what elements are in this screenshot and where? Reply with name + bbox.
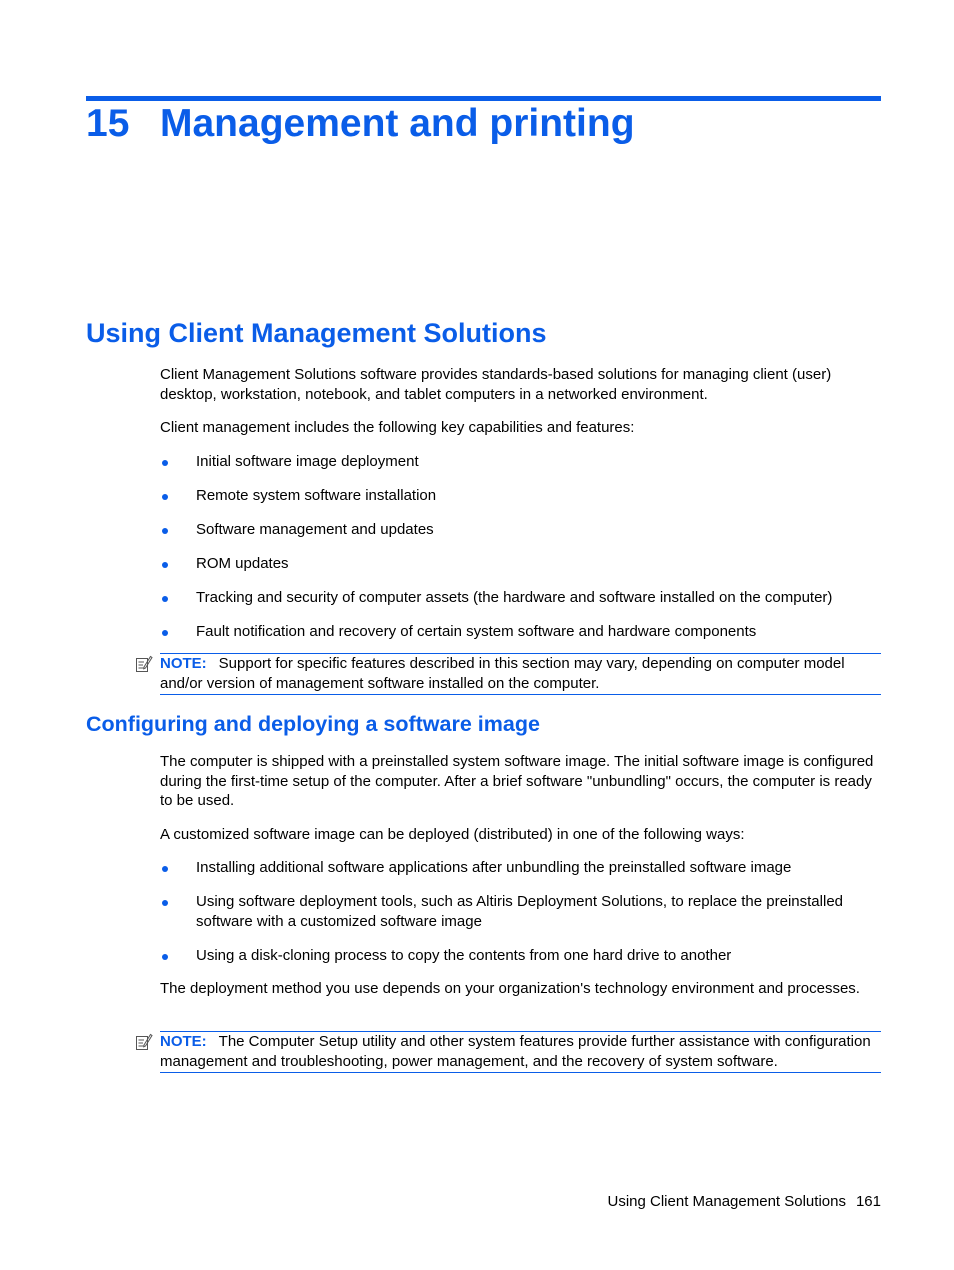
note-text: Support for specific features described in this section may vary, depending on computer model and/or version of management software installed on the computer. (160, 655, 845, 692)
bullet-icon (162, 460, 168, 466)
list-item: Installing additional software applications after unbundling the preinstalled software image (160, 858, 882, 878)
chapter-rule (86, 96, 881, 101)
list-item: Software management and updates (160, 520, 882, 540)
chapter-title: Management and printing (160, 102, 635, 145)
list-item: Initial software image deployment (160, 452, 882, 472)
page-number: 161 (855, 1193, 881, 1210)
subsection-closing-block (160, 979, 882, 999)
list-item: Tracking and security of computer assets (the hardware and software installed on the computer) (160, 588, 882, 608)
subsection-intro-block (160, 752, 882, 811)
subsection-note (160, 1031, 881, 1073)
subsection-title: Configuring and deploying a software image (86, 712, 540, 736)
section-lead: Client management includes the following key capabilities and features: (160, 419, 635, 436)
subsection-closing: The deployment method you use depends on your organization's technology environment and processes. (160, 980, 860, 997)
capabilities-list (160, 452, 882, 642)
footer-section: Using Client Management Solutions (607, 1193, 846, 1210)
subsection-lead-block (160, 825, 882, 845)
bullet-icon (162, 528, 168, 534)
note-icon (135, 1033, 153, 1051)
section-note (160, 653, 881, 695)
chapter-number: 15 (86, 102, 130, 145)
section-intro: Client Management Solutions software provides standards-based solutions for managing client (user) desktop, workstation, notebook, and tablet computers in a networked environment. (160, 366, 832, 403)
bullet-icon (162, 596, 168, 602)
subsection-lead: A customized software image can be deployed (distributed) in one of the following ways: (160, 826, 745, 843)
chapter-heading (86, 102, 635, 146)
bullet-icon (162, 954, 168, 960)
deployment-list (160, 858, 882, 965)
list-item: Using software deployment tools, such as Altiris Deployment Solutions, to replace the preinstalled software with a customized software image (160, 892, 882, 931)
section-lead-block (160, 418, 882, 438)
subsection-intro: The computer is shipped with a preinstalled system software image. The initial software image is configured during the first-time setup of the computer. After a brief software "unbundling" occurs, the computer is ready to be used. (160, 753, 874, 809)
bullet-icon (162, 866, 168, 872)
page-footer (608, 1193, 882, 1210)
section-title: Using Client Management Solutions (86, 318, 547, 348)
note-icon (135, 655, 153, 673)
bullet-icon (162, 630, 168, 636)
note-label: NOTE: (160, 655, 207, 672)
bullet-icon (162, 494, 168, 500)
list-item: Using a disk-cloning process to copy the contents from one hard drive to another (160, 946, 882, 966)
section-intro-block (160, 365, 882, 404)
note-text: The Computer Setup utility and other system features provide further assistance with configuration management and troubleshooting, power management, and the recovery of system software. (160, 1033, 871, 1070)
bullet-icon (162, 900, 168, 906)
list-item: Remote system software installation (160, 486, 882, 506)
note-label: NOTE: (160, 1033, 207, 1050)
list-item: ROM updates (160, 554, 882, 574)
bullet-icon (162, 562, 168, 568)
list-item: Fault notification and recovery of certain system software and hardware components (160, 622, 882, 642)
